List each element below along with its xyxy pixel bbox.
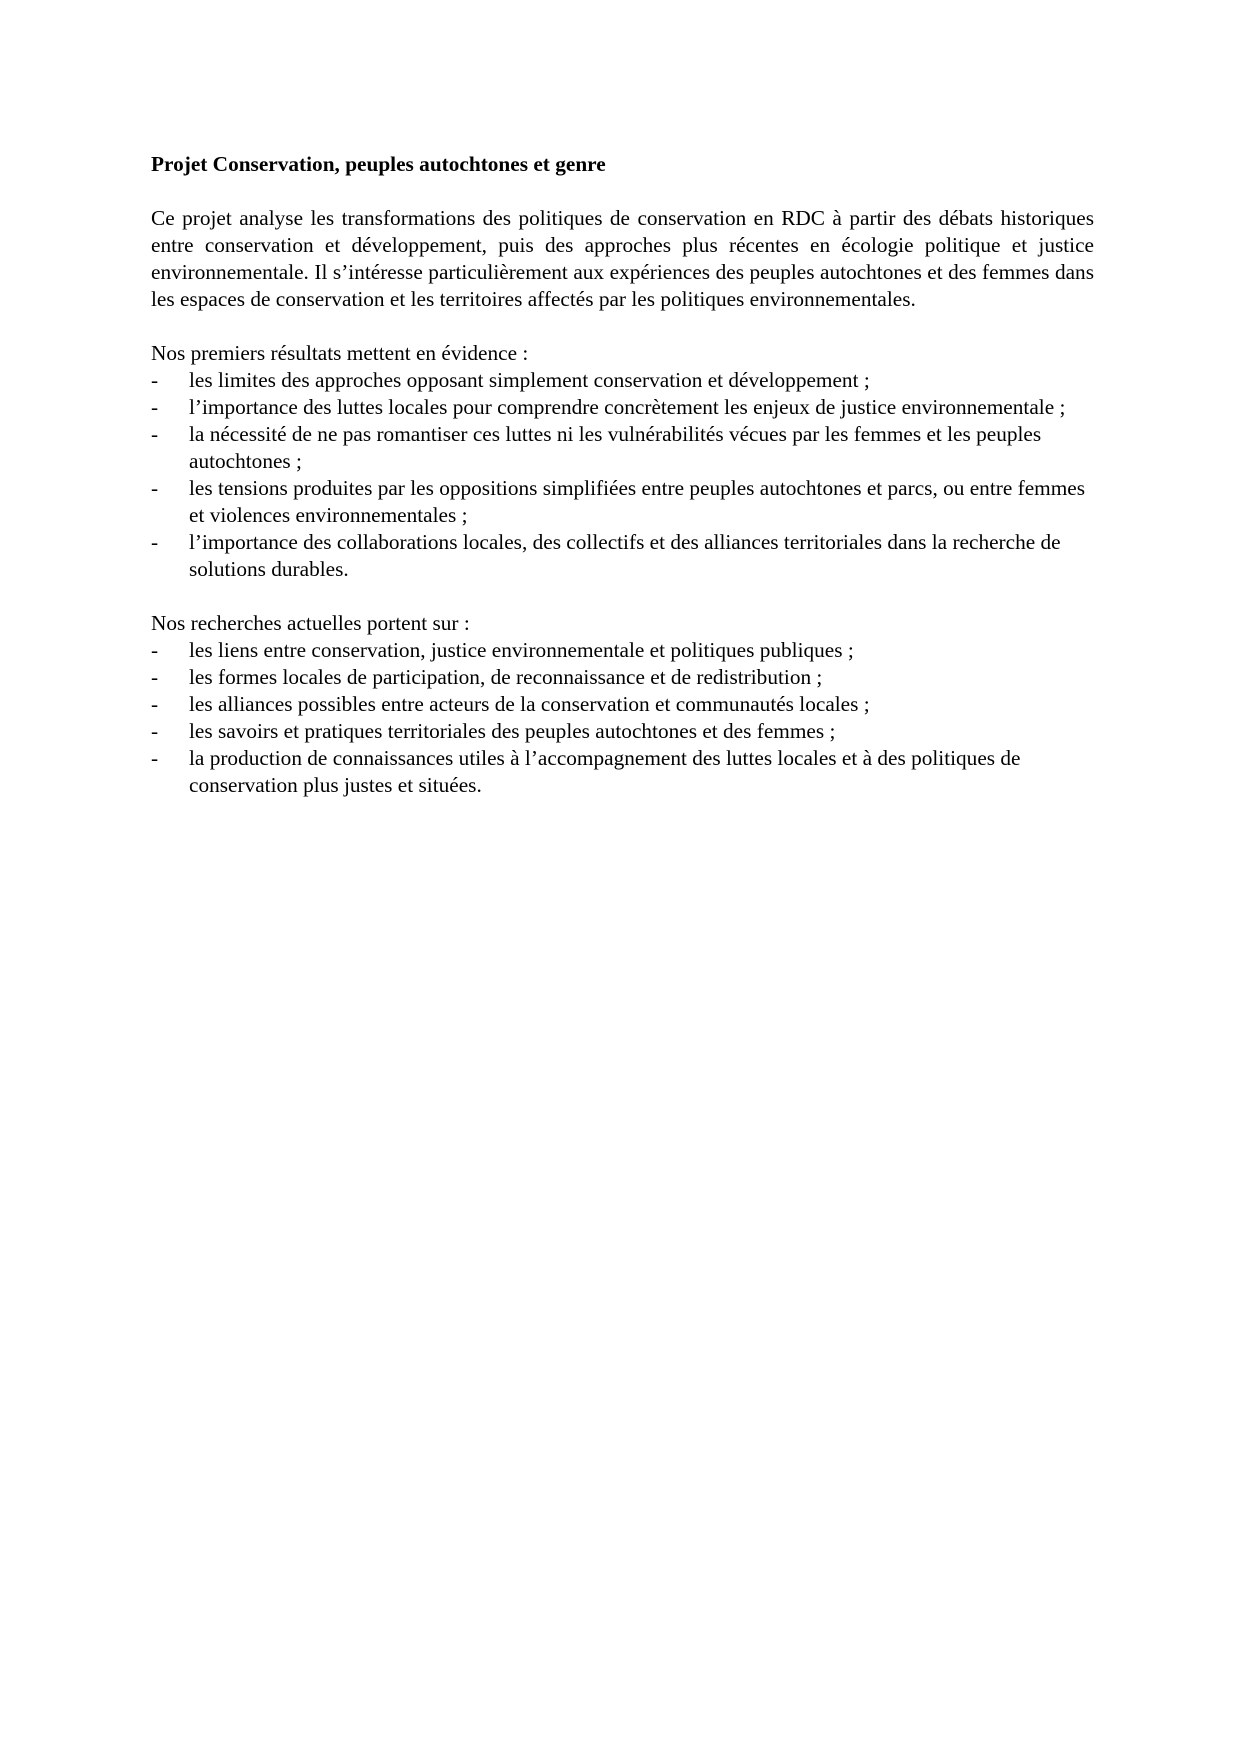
bullet-dash: - [151, 422, 159, 446]
results-list [151, 367, 1094, 583]
bullet-dash: - [151, 746, 159, 770]
list-item-text: les formes locales de participation, de reconnaissance et de redistribution ; [189, 665, 823, 689]
document-body [151, 151, 1094, 826]
list-item [151, 745, 1094, 799]
list-item-text: la nécessité de ne pas romantiser ces luttes ni les vulnérabilités vécues par les femmes et les peuples autochtones ; [189, 422, 1042, 473]
bullet-dash: - [151, 719, 159, 743]
bullet-dash: - [151, 638, 159, 662]
research-intro: Nos recherches actuelles portent sur : [151, 611, 470, 635]
bullet-dash: - [151, 665, 159, 689]
list-item [151, 718, 1094, 745]
list-item-text: les tensions produites par les oppositions simplifiées entre peuples autochtones et parcs, ou entre femmes et violences environnementales ; [189, 476, 1086, 527]
bullet-dash: - [151, 395, 159, 419]
list-item [151, 367, 1094, 394]
intro-paragraph: Ce projet analyse les transformations des politiques de conservation en RDC à partir des débats historiques entre conservation et développement, puis des approches plus récentes en écologie politique et justice environnementale. Il s’intéresse particulièrement aux expériences des peuples autochtones et des femmes dans les espaces de conservation et les territoires affectés par les politiques environnementales. [151, 206, 1094, 311]
list-item-text: les limites des approches opposant simplement conservation et développement ; [189, 368, 870, 392]
document-title: Projet Conservation, peuples autochtones et genre [151, 152, 606, 176]
list-item [151, 529, 1094, 583]
list-item [151, 421, 1094, 475]
bullet-dash: - [151, 368, 159, 392]
list-item-text: les savoirs et pratiques territoriales des peuples autochtones et des femmes ; [189, 719, 836, 743]
list-item [151, 691, 1094, 718]
list-item-text: les liens entre conservation, justice environnementale et politiques publiques ; [189, 638, 854, 662]
results-intro: Nos premiers résultats mettent en évidence : [151, 341, 529, 365]
list-item [151, 475, 1094, 529]
list-item [151, 664, 1094, 691]
bullet-dash: - [151, 692, 159, 716]
bullet-dash: - [151, 530, 159, 554]
list-item-text: la production de connaissances utiles à l’accompagnement des luttes locales et à des politiques de conservation plus justes et situées. [189, 746, 1021, 797]
list-item [151, 394, 1094, 421]
list-item [151, 637, 1094, 664]
bullet-dash: - [151, 476, 159, 500]
list-item-text: l’importance des collaborations locales, des collectifs et des alliances territoriales dans la recherche de solutions durables. [189, 530, 1061, 581]
research-list [151, 637, 1094, 799]
list-item-text: l’importance des luttes locales pour comprendre concrètement les enjeux de justice environnementale ; [189, 395, 1066, 419]
list-item-text: les alliances possibles entre acteurs de la conservation et communautés locales ; [189, 692, 870, 716]
